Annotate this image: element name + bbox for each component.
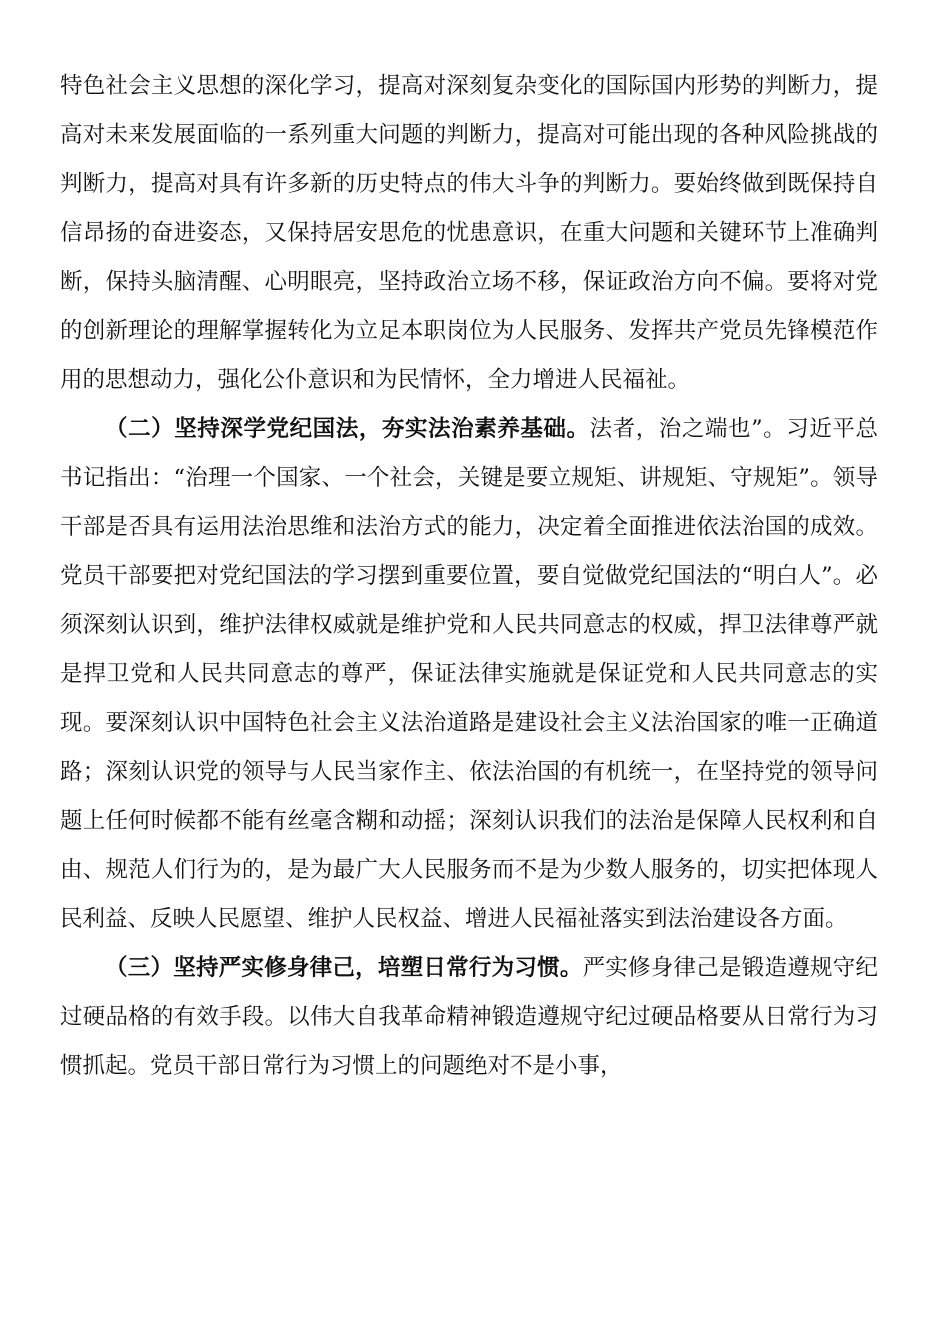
paragraph-2-text: 法者，治之端也”。习近平总书记指出：“治理一个国家、一个社会，关键是要立规矩、讲规矩、守规矩”。领导干部是否具有运用法治思维和法治方式的能力，决定着全面推进依法治国的成效。党员干部要把对党纪国法的学习摆到重要位置，要自觉做党纪国法的“明白人”。必须深刻认识到，维护法律权威就是维护党和人民共同意志的权威，捍卫法律尊严就是捍卫党和人民共同意志的尊严，保证法律实施就是保证党和人民共同意志的实现。要深刻认识中国特色社会主义法治道路是建设社会主义法治国家的唯一正确道路；深刻认识党的领导与人民当家作主、依法治国的有机统一，在坚持党的领导问题上任何时候都不能有丝毫含糊和动摇；深刻认识我们的法治是保障人民权利和自由、规范人们行为的，是为最广大人民服务而不是为少数人服务的，切实把体现人民利益、反映人民愿望、维护人民权益、增进人民福祉落实到法治建设各方面。: [60, 416, 878, 932]
section-2-heading: （二）坚持深学党纪国法，夯实法治素养基础。: [105, 416, 590, 442]
document-body: [60, 62, 878, 1091]
paragraph-3-text: 严实修身律己是锻造遵规守纪过硬品格的有效手段。以伟大自我革命精神锻造遵规守纪过硬品格要从日常行为习惯抓起。党员干部日常行为习惯上的问题绝对不是小事，: [60, 955, 878, 1079]
paragraph-2: [60, 405, 878, 944]
paragraph-1: [60, 62, 878, 405]
section-3-heading: （三）坚持严实修身律己，培塑日常行为习惯。: [105, 955, 583, 981]
paragraph-3: [60, 944, 878, 1091]
paragraph-1-text: 特色社会主义思想的深化学习，提高对深刻复杂变化的国际国内形势的判断力，提高对未来发展面临的一系列重大问题的判断力，提高对可能出现的各种风险挑战的判断力，提高对具有许多新的历史特点的伟大斗争的判断力。要始终做到既保持自信昂扬的奋进姿态，又保持居安思危的忧患意识，在重大问题和关键环节上准确判断，保持头脑清醒、心明眼亮，坚持政治立场不移，保证政治方向不偏。要将对党的创新理论的理解掌握转化为立足本职岗位为人民服务、发挥共产党员先锋模范作用的思想动力，强化公仆意识和为民情怀，全力增进人民福祉。: [60, 73, 878, 393]
